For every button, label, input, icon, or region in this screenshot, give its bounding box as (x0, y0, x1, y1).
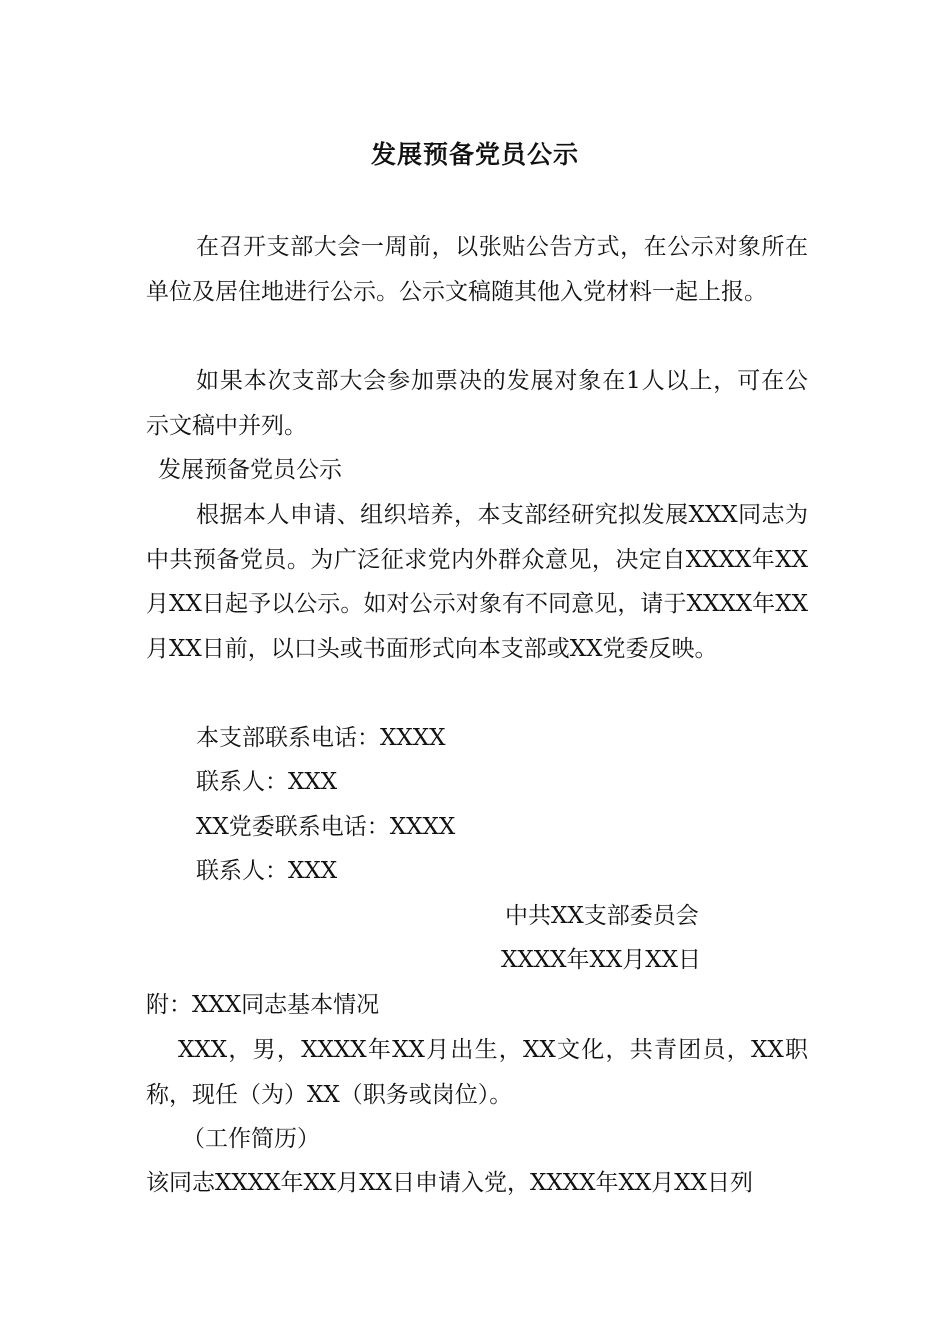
intro-paragraph-1: 在召开支部大会一周前，以张贴公告方式，在公示对象所在单位及居住地进行公示。公示文稿随其他入党材料一起上报。 (146, 234, 808, 305)
attachment-heading: 附：XXX同志基本情况 (146, 992, 380, 1018)
committee-contact-person: 联系人：XXX (196, 858, 338, 884)
signature-organization: 中共XX支部委员会 (505, 903, 699, 929)
notice-heading: 发展预备党员公示 (158, 457, 342, 483)
branch-phone: 本支部联系电话：XXXX (196, 725, 446, 751)
signature-date: XXXX年XX月XX日 (501, 947, 701, 973)
application-history-line: 该同志XXXX年XX月XX日申请入党，XXXX年XX月XX日列 (146, 1170, 753, 1196)
branch-contact-person: 联系人：XXX (196, 769, 338, 795)
intro-paragraph-2: 如果本次支部大会参加票决的发展对象在1人以上，可在公示文稿中并列。 (146, 368, 808, 439)
work-history-label: （工作简历） (182, 1126, 320, 1152)
document-title: 发展预备党员公示 (370, 140, 579, 169)
notice-body: 根据本人申请、组织培养，本支部经研究拟发展XXX同志为中共预备党员。为广泛征求党内外群众意见，决定自XXXX年XX月XX日起予以公示。如对公示对象有不同意见，请于XXXX年XX月XX日前，以口头或书面形式向本支部或XX党委反映。 (146, 502, 808, 662)
committee-phone: XX党委联系电话：XXXX (196, 814, 456, 840)
attachment-basic-info: XXX，男，XXXX年XX月出生，XX文化，共青团员，XX职称，现任（为）XX（职务或岗位）。 (146, 1037, 808, 1108)
